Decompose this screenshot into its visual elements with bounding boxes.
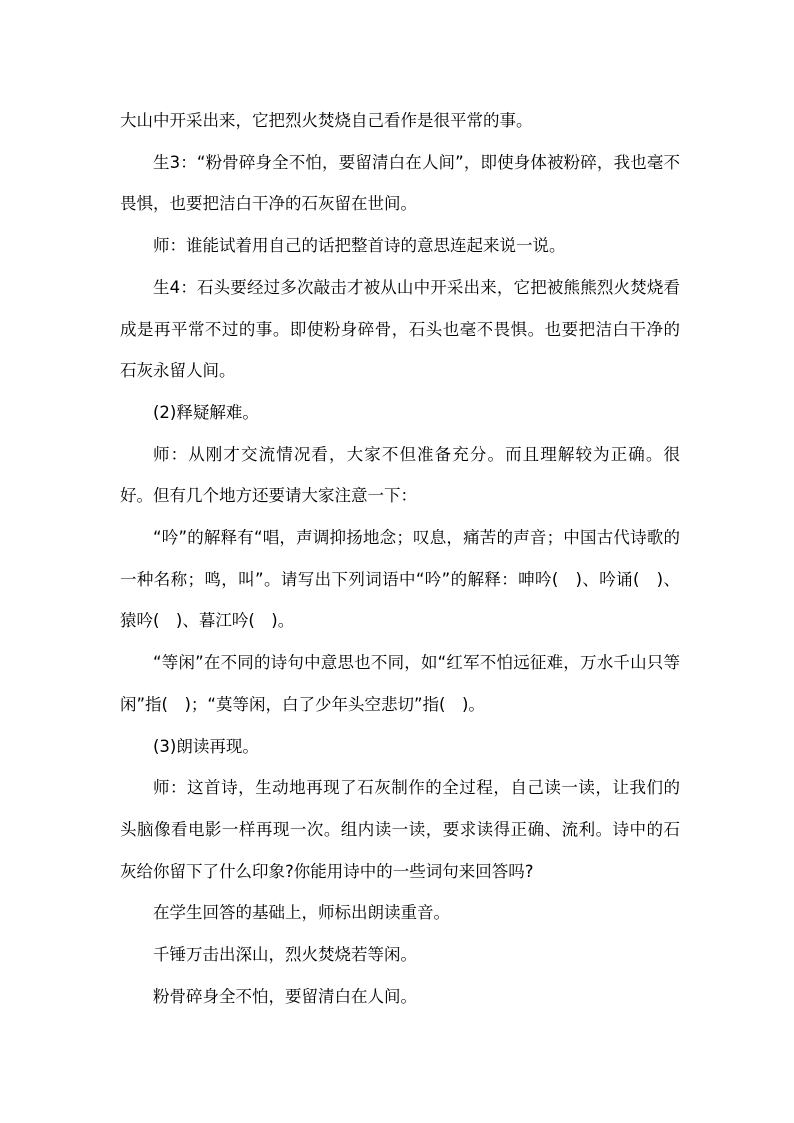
paragraph-student-4: 生4：石头要经过多次敲击才被从山中开采出来，它把被熊熊烈火焚烧看成是再平常不过的事。即使粉身碎骨，石头也毫不畏惧。也要把洁白干净的石灰永留人间。	[120, 277, 680, 381]
document-body	[120, 100, 680, 1017]
paragraph-yin-explanation: “吟”的解释有“唱，声调抑扬地念；叹息，痛苦的声音；中国古代诗歌的一种名称；鸣，叫”。请写出下列词语中“吟”的解释：呻吟( )、吟诵( )、猿吟( )、暮江吟( )。	[120, 528, 680, 631]
paragraph-continuation: 大山中开采出来，它把烈火焚烧自己看作是很平常的事。	[120, 111, 533, 130]
paragraph-teacher-reading: 师：这首诗，生动地再现了石灰制作的全过程，自己读一读，让我们的头脑像看电影一样再现一次。组内读一读，要求读得正确、流利。诗中的石灰给你留下了什么印象?你能用诗中的一些词句来回答吗?	[120, 778, 680, 881]
paragraph-teacher-feedback: 师：从刚才交流情况看，大家不但准备充分。而且理解较为正确。很好。但有几个地方还要请大家注意一下：	[120, 444, 680, 506]
paragraph-stress-marking: 在学生回答的基础上，师标出朗读重音。	[153, 903, 450, 923]
section-heading-2: (2)释疑解难。	[153, 402, 259, 422]
section-heading-3: (3)朗读再现。	[153, 736, 259, 756]
poem-line-2: 粉骨碎身全不怕，要留清白在人间。	[153, 986, 417, 1006]
paragraph-teacher-question: 师：谁能试着用自己的话把整首诗的意思连起来说一说。	[153, 236, 566, 256]
paragraph-student-3: 生3：“粉骨碎身全不怕，要留清白在人间”，即使身体被粉碎，我也毫不畏惧，也要把洁白干净的石灰留在世间。	[120, 152, 680, 214]
paragraph-dengxian-explanation: “等闲”在不同的诗句中意思也不同，如“红军不怕远征难，万水千山只等闲”指( )；“莫等闲，白了少年头空悲切”指( )。	[120, 653, 680, 714]
poem-line-1: 千锤万击出深山，烈火焚烧若等闲。	[153, 945, 417, 965]
